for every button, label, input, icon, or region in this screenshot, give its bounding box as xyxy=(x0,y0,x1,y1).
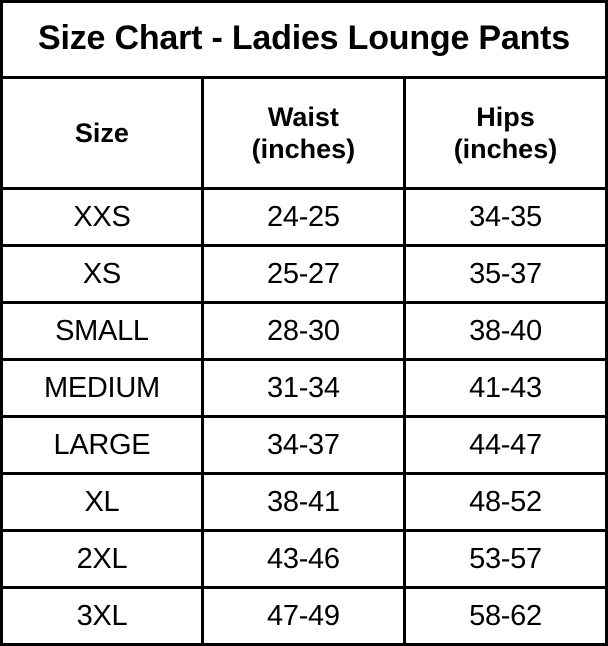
cell-waist: 31-34 xyxy=(202,360,404,417)
cell-waist: 47-49 xyxy=(202,588,404,645)
column-header-size xyxy=(2,78,203,189)
cell-size: SMALL xyxy=(2,303,203,360)
cell-waist: 43-46 xyxy=(202,531,404,588)
cell-size: 2XL xyxy=(2,531,203,588)
column-header-hips xyxy=(404,78,606,189)
column-header-waist-line2: (inches) xyxy=(251,134,356,164)
column-header-size-line1: Size xyxy=(74,117,129,148)
table-row xyxy=(2,588,607,645)
cell-size: MEDIUM xyxy=(2,360,203,417)
column-header-hips-line2: (inches) xyxy=(453,134,558,164)
cell-waist: 25-27 xyxy=(202,246,404,303)
cell-size: LARGE xyxy=(2,417,203,474)
cell-hips: 35-37 xyxy=(404,246,606,303)
table-row xyxy=(2,246,607,303)
table-row xyxy=(2,303,607,360)
table-row xyxy=(2,417,607,474)
cell-size: XL xyxy=(2,474,203,531)
cell-hips: 58-62 xyxy=(404,588,606,645)
page-title: Size Chart - Ladies Lounge Pants xyxy=(2,2,607,78)
column-header-waist-line1: Waist xyxy=(267,101,339,132)
cell-waist: 28-30 xyxy=(202,303,404,360)
cell-waist: 38-41 xyxy=(202,474,404,531)
cell-waist: 24-25 xyxy=(202,189,404,246)
cell-size: XS xyxy=(2,246,203,303)
column-header-hips-line1: Hips xyxy=(476,101,535,132)
table-row xyxy=(2,189,607,246)
cell-hips: 44-47 xyxy=(404,417,606,474)
cell-hips: 48-52 xyxy=(404,474,606,531)
table-row xyxy=(2,474,607,531)
cell-size: 3XL xyxy=(2,588,203,645)
cell-waist: 34-37 xyxy=(202,417,404,474)
table-row xyxy=(2,360,607,417)
cell-hips: 53-57 xyxy=(404,531,606,588)
table-row xyxy=(2,531,607,588)
cell-hips: 34-35 xyxy=(404,189,606,246)
cell-size: XXS xyxy=(2,189,203,246)
table-header-row xyxy=(2,78,607,189)
cell-hips: 38-40 xyxy=(404,303,606,360)
column-header-waist xyxy=(202,78,404,189)
cell-hips: 41-43 xyxy=(404,360,606,417)
title-row xyxy=(2,2,607,78)
